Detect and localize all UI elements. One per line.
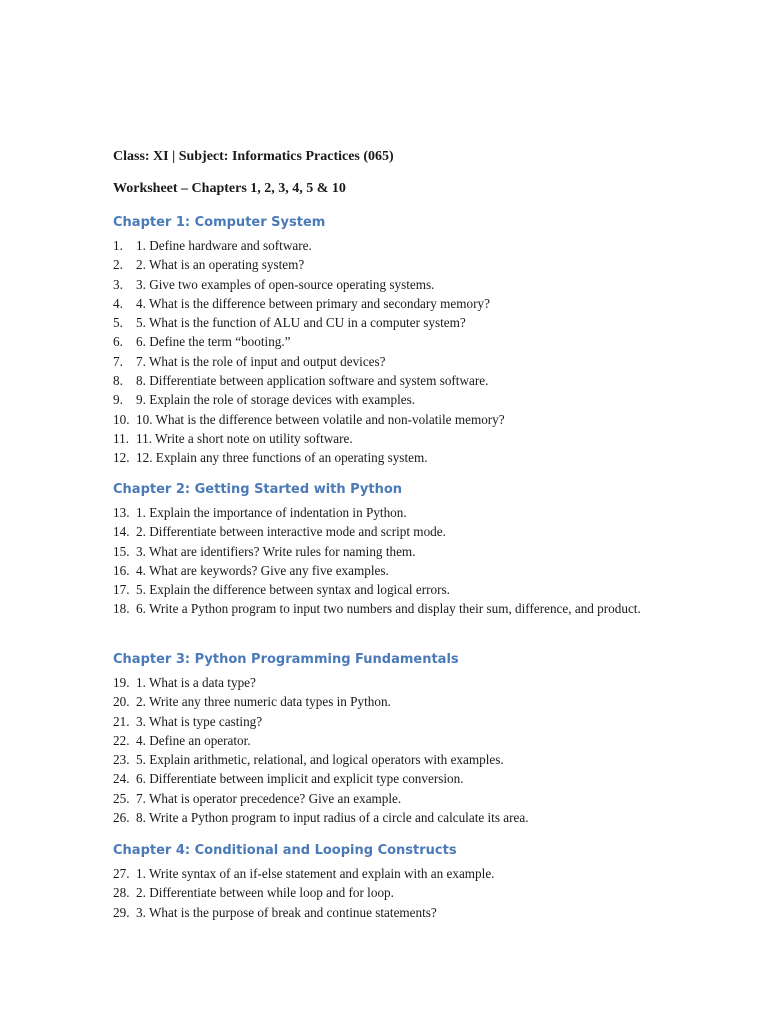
question-number: 25. (113, 790, 130, 806)
question-item (0, 750, 768, 769)
question-item (0, 448, 768, 467)
question-number: 9. (113, 392, 123, 408)
question-text: 9. Explain the role of storage devices with examples. (136, 392, 416, 408)
question-number: 15. (113, 543, 130, 559)
question-number: 28. (113, 885, 130, 901)
question-number: 5. (113, 315, 123, 331)
question-item (0, 390, 768, 409)
question-item (0, 522, 768, 541)
question-item (0, 255, 768, 274)
question-text: 1. Define hardware and software. (136, 238, 312, 253)
question-number: 2. (113, 257, 123, 273)
question-text: 8. Differentiate between application software and system software. (136, 373, 489, 389)
question-item (0, 429, 768, 448)
question-text: 11. Write a short note on utility software. (136, 430, 353, 446)
question-text: 1. Write syntax of an if-else statement and explain with an example. (136, 866, 495, 881)
question-item (0, 371, 768, 390)
question-text: 4. Define an operator. (136, 732, 251, 748)
question-text: 8. Write a Python program to input radius of a circle and calculate its area. (136, 810, 529, 826)
question-number: 8. (113, 373, 123, 389)
question-text: 7. What is operator precedence? Give an example. (136, 790, 402, 806)
question-item (0, 542, 768, 561)
chapter-heading: Chapter 1: Computer System (113, 215, 326, 230)
question-item (0, 808, 768, 827)
question-text: 2. Differentiate between interactive mode and script mode. (136, 524, 446, 540)
question-text: 6. Differentiate between implicit and explicit type conversion. (136, 771, 464, 787)
question-number: 29. (113, 904, 130, 920)
question-list (0, 864, 768, 922)
question-text: 10. What is the difference between volatile and non-volatile memory? (136, 411, 505, 427)
question-item (0, 275, 768, 294)
question-number: 12. (113, 450, 130, 466)
question-item (0, 294, 768, 313)
question-item (0, 712, 768, 731)
question-text: 1. What is a data type? (136, 675, 256, 690)
question-text: 3. What is type casting? (136, 713, 263, 729)
question-number: 17. (113, 582, 130, 598)
question-item (0, 599, 768, 638)
question-text: 5. What is the function of ALU and CU in a computer system? (136, 315, 466, 331)
question-number: 26. (113, 810, 130, 826)
chapter-heading: Chapter 2: Getting Started with Python (113, 482, 403, 497)
question-item (0, 313, 768, 332)
chapter-heading: Chapter 4: Conditional and Looping Constructs (113, 843, 457, 858)
question-number: 20. (113, 694, 130, 710)
question-number: 3. (113, 276, 123, 292)
question-number: 23. (113, 752, 130, 768)
question-text: 4. What are keywords? Give any five examples. (136, 562, 389, 578)
question-number: 27. (113, 866, 130, 881)
question-item (0, 769, 768, 788)
chapter-heading: Chapter 3: Python Programming Fundamentals (113, 652, 459, 667)
question-number: 7. (113, 353, 123, 369)
question-number: 16. (113, 562, 130, 578)
question-item (0, 410, 768, 429)
question-item (0, 236, 768, 255)
question-text: 5. Explain arithmetic, relational, and logical operators with examples. (136, 752, 504, 768)
question-item (0, 580, 768, 599)
question-number: 13. (113, 505, 130, 520)
question-text: 2. Differentiate between while loop and for loop. (136, 885, 394, 901)
question-text: 7. What is the role of input and output devices? (136, 353, 386, 369)
question-text: 12. Explain any three functions of an operating system. (136, 450, 428, 466)
question-item (0, 503, 768, 522)
question-text: 6. Define the term “booting.” (136, 334, 291, 350)
question-list (0, 236, 768, 468)
class-subject-line: Class: XI | Subject: Informatics Practices (065) (113, 149, 394, 164)
question-list (0, 673, 768, 827)
question-item (0, 673, 768, 692)
question-number: 22. (113, 732, 130, 748)
question-number: 1. (113, 238, 123, 253)
question-number: 10. (113, 411, 130, 427)
question-item (0, 332, 768, 351)
worksheet-title: Worksheet – Chapters 1, 2, 3, 4, 5 & 10 (113, 181, 346, 196)
question-number: 24. (113, 771, 130, 787)
question-number: 21. (113, 713, 130, 729)
question-number: 11. (113, 430, 129, 446)
question-number: 18. (113, 601, 130, 617)
question-item (0, 883, 768, 902)
question-item (0, 692, 768, 711)
question-number: 14. (113, 524, 130, 540)
question-text: 2. Write any three numeric data types in Python. (136, 694, 391, 710)
question-text: 3. Give two examples of open-source operating systems. (136, 276, 435, 292)
question-text: 4. What is the difference between primary and secondary memory? (136, 295, 490, 311)
question-item (0, 352, 768, 371)
question-item (0, 561, 768, 580)
question-number: 4. (113, 295, 123, 311)
question-text: 3. What is the purpose of break and continue statements? (136, 904, 437, 920)
question-text: 1. Explain the importance of indentation in Python. (136, 505, 407, 520)
question-text: 3. What are identifiers? Write rules for naming them. (136, 543, 416, 559)
question-text: 5. Explain the difference between syntax and logical errors. (136, 582, 450, 598)
question-item (0, 789, 768, 808)
question-number: 19. (113, 675, 130, 690)
question-text: 6. Write a Python program to input two numbers and display their sum, difference, and product. (136, 601, 641, 617)
question-item (0, 731, 768, 750)
question-list (0, 503, 768, 638)
question-item (0, 903, 768, 922)
question-text: 2. What is an operating system? (136, 257, 305, 273)
question-number: 6. (113, 334, 123, 350)
question-item (0, 864, 768, 883)
